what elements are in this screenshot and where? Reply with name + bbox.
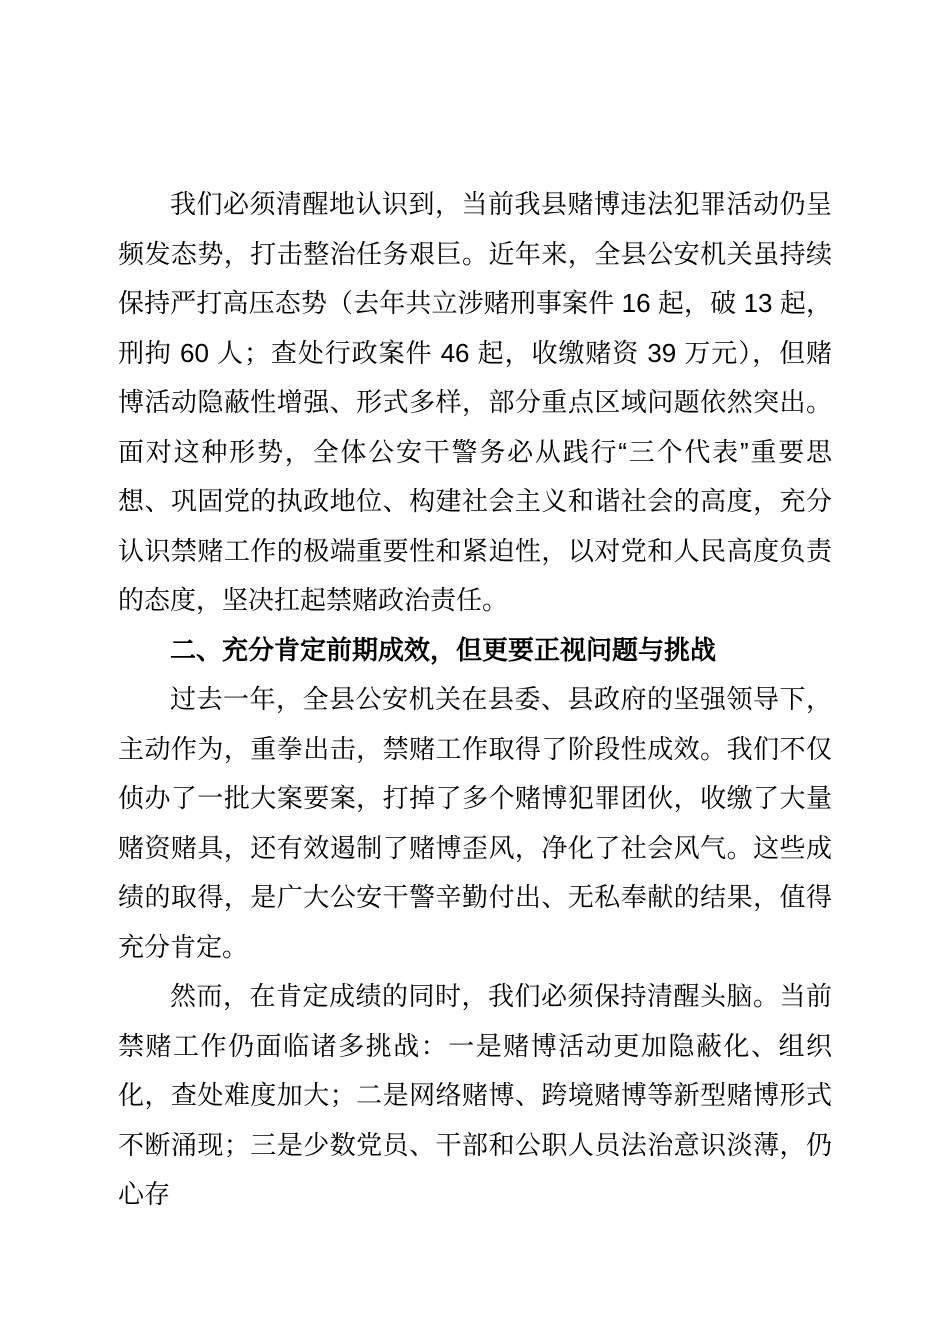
section-heading-part-two: 二、充分肯定前期成效，但更要正视问题与挑战	[170, 634, 717, 665]
paragraph-challenges: 然而，在肯定成绩的同时，我们必须保持清醒头脑。当前禁赌工作仍面临诸多挑战：一是赌博活动更加隐蔽化、组织化，查处难度加大；二是网络赌博、跨境赌博等新型赌博形式不断涌现；三是少数党员、干部和公职人员法治意识淡薄，仍心存	[118, 981, 832, 1209]
paragraph-achievements: 过去一年，全县公安机关在县委、县政府的坚强领导下，主动作为，重拳出击，禁赌工作取得了阶段性成效。我们不仅侦办了一批大案要案，打掉了多个赌博犯罪团伙，收缴了大量赌资赌具，还有效遏制了赌博歪风，净化了社会风气。这些成绩的取得，是广大公安干警辛勤付出、无私奉献的结果，值得充分肯定。	[118, 684, 832, 962]
paragraph-current-situation: 我们必须清醒地认识到，当前我县赌博违法犯罪活动仍呈频发态势，打击整治任务艰巨。近年来，全县公安机关虽持续保持严打高压态势（去年共立涉赌刑事案件 16 起，破 13 起，刑拘 60 人；查处行政案件 46 起，收缴赌资 39 万元），但赌博活动隐蔽性增强、形式多样，部分重点区域问题依然突出。面对这种形势，全体公安干警务必从践行“三个代表”重要思想、巩固党的执政地位、构建社会主义和谐社会的高度，充分认识禁赌工作的极端重要性和紧迫性，以对党和人民高度负责的态度，坚决扛起禁赌政治责任。	[118, 189, 832, 615]
document-content	[118, 180, 832, 1220]
